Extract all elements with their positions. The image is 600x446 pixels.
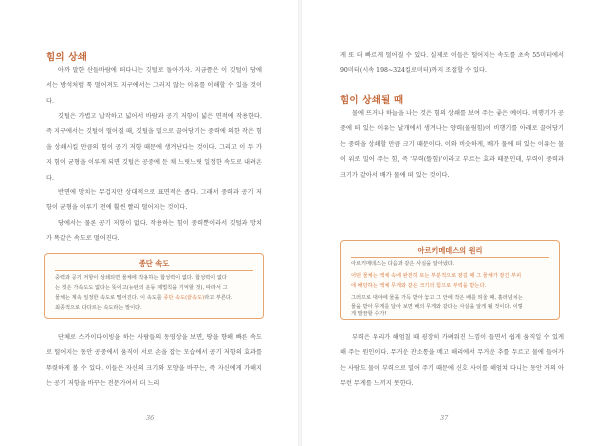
box-line: 그러므로 대야에 물을 가득 받아 놓고 그 안에 작은 배를 띄울 때, 흘러넘치는 [351, 295, 523, 301]
box-line: 최종적으로 다다르는 속도라는 말이다. [55, 305, 142, 311]
page-number: 36 [146, 414, 155, 422]
paragraph: 깃털은 가볍고 납작하고 넓어서 바람과 공기 저항이 넓은 면적에 작용한다. 즉 지구에서는 깃털이 떨어질 때, 깃털을 밀으로 끌어당기는 중력에 의한 작은 힘을 상쇄시킬 만큼의 힘이 공기 저항 때문에 생겨난다는 것이다. 그리고 이 두 가지 힘이 균형을 이루게 되면 깃털은 공중에 둔 채 느릿느릿 일정한 속도로 내려온다. [46, 113, 262, 182]
box-line: 물을 받아 무게를 달아 보면 배의 무게와 같다는 사실을 알게 될 것이다. 이렇 [351, 304, 523, 310]
box-line-emphasis [55, 293, 255, 303]
section-title: 힘이 상쇄될 때 [340, 95, 404, 106]
box-line-part: 물체는 계속 일정한 속도로 떨어진다. 이 속도를 [55, 295, 164, 301]
emphasis-term: 종단 속도(끝속도) [163, 295, 205, 301]
box-divider [351, 257, 549, 258]
box-line: 게 말끔할 수가! [351, 311, 387, 317]
section-title: 힘의 상쇄 [46, 52, 88, 63]
paragraph: 부력은 우리가 해엄칠 때 굉장히 가벼워진 느낌이 들면서 쉽게 움직일 수 있게 해 주는 원인이다. 무거운 잔소통을 메고 해리에서 무거운 추를 두르고 물에 들어가는 사람도 물이 부력으로 밀어 주기 때문에 신호 사이를 해엄쳐 다니는 동안 거의 아무런 무게를 느끼지 못한다. [340, 334, 564, 388]
paragraph: 단체로 스카이다이빙을 하는 사람들의 동영상을 보면, 땅을 향해 빠른 속도로 떨어지는 동안 공중에서 움직이 서로 손을 잡는 모습에서 공기 저항의 효과를 뚜렷하게 볼 수 있다. 이들은 자신의 크기와 모양을 바꾸는, 즉 자신에게 가해지는 공기 저항을 바꾸는 전문가여서 더 느리 [46, 334, 262, 388]
box-title: 종단 속도 [138, 259, 170, 268]
box-title: 아르키메데스의 원리 [417, 246, 483, 255]
paragraph: 당에서는 물론 공기 저항이 없다. 작용하는 힘이 중력뿐이라서 깃털과 망치가 똑같은 속도로 떨어진다. [46, 220, 262, 243]
paragraph: 물에 뜨거나 하늘을 나는 것은 힘의 상쇄를 보여 주는 좋은 예이다. 비행기가 공중에 떠 있는 이유는 날개에서 생겨나는 양력(올림힘)이 비행기를 아래로 끌어당기는 중력을 상쇄할 만큼 크기 때문이다. 이와 비슷하게, 배가 물에 떠 있는 이유는 물이 위로 밀어 주는 힘, 즉 '부력(뜰힘)'이라고 부르는 효과 때문인데, 부력이 중력과 크기가 같아서 배가 물에 떠 있는 것이다. [340, 110, 564, 179]
box-line-part: 라고 부른다. [204, 295, 233, 301]
info-box-terminal-velocity [44, 253, 264, 319]
box-line-highlight: 어떤 물체는 액체 속에 완전히 또는 부분적으로 잠길 때 그 물체가 잠긴 부피 [351, 273, 522, 279]
box-line: 는 것은 가속도도 없다는 뜻이고(뉴턴의 운동 제법칙을 기억할 것), 따라서 그 [55, 285, 228, 291]
page-number: 37 [440, 414, 449, 422]
box-line: 아르키메데스는 다음과 같은 사실을 알아냈다. [351, 261, 455, 267]
paragraph: 반면에 망치는 무겁지만 상대적으로 표면적은 좁다. 그래서 중력과 공기 저항이 균형을 이루기 전에 훨씬 빨리 떨어지는 것이다. [46, 189, 262, 212]
box-line-highlight: 에 해당하는 액체 무게와 같은 크기의 힘으로 부력을 받는다. [351, 283, 487, 289]
right-page [300, 0, 600, 446]
info-box-archimedes [340, 240, 560, 320]
box-line: 중력과 공기 저항이 상쇄되면 물체에 작용하는 합성력이 없다. 합성력이 없다 [55, 275, 227, 281]
paragraph: 아까 말한 산들바람에 떠다니는 깃털로 돌아가자. 지금쯤은 이 깃털이 당에서는 방석처럼 툭 떨어져도 지구에서는 그러지 않는 이유를 이해할 수 있을 것이다. [46, 67, 262, 105]
box-divider [55, 270, 253, 271]
paragraph: 게 또 더 빠르게 떨어질 수 있다. 실제로 이들은 떨어지는 속도를 초속 55미터에서 90미터(시속 198~324킬로미터)까지 조절할 수 있다. [340, 52, 564, 75]
